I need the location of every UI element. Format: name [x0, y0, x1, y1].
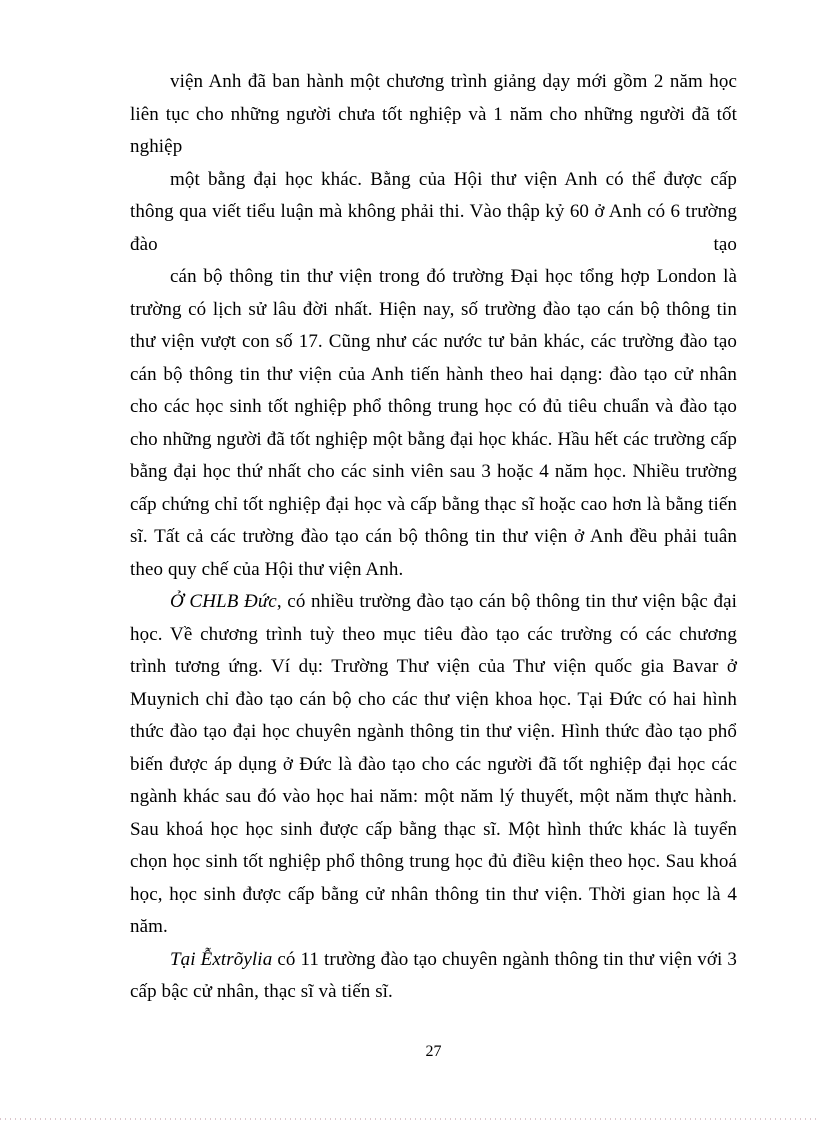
page-number: 27: [425, 1043, 442, 1060]
paragraph-5-text: có 11 trường đào tạo chuyên ngành thông tin thư viện với 3 cấp bậc cử nhân, thạc sĩ và tiến sĩ.: [130, 948, 737, 1002]
paragraph-2: [130, 164, 737, 262]
paragraph-4-text: , có nhiều trường đào tạo cán bộ thông tin thư viện bậc đại học. Về chương trình tuỳ theo mục tiêu đào tạo các trường có các chương trình tương ứng. Ví dụ: Trường Thư viện của Thư viện quốc gia Bavar ở Muynich chỉ đào tạo cán bộ cho các thư viện khoa học. Tại Đức có hai hình thức đào tạo đại học chuyên ngành thông tin thư viện. Hình thức đào tạo phổ biến được áp dụng ở Đức là đào tạo cho các người đã tốt nghiệp đại học các ngành khác sau đó vào học hai năm: một năm lý thuyết, một năm thực hành. Sau khoá học học sinh được cấp bằng thạc sĩ. Một hình thức khác là tuyển chọn học sinh tốt nghiệp phổ thông trung học đủ điều kiện theo học. Sau khoá học, học sinh được cấp bằng cử nhân thông tin thư viện. Thời gian học là 4 năm.: [130, 591, 737, 937]
paragraph-1: [130, 66, 737, 164]
paragraph-4: [130, 586, 737, 944]
paragraph-5: [130, 944, 737, 1009]
paragraph-1-text: viện Anh đã ban hành một chương trình giảng dạy mới gồm 2 năm học liên tục cho những người chưa tốt nghiệp và 1 năm cho những người đã tốt nghiệp: [130, 71, 737, 157]
paragraph-3: [130, 261, 737, 586]
paragraph-4-lead: Ở CHLB Đức: [170, 591, 277, 612]
bottom-dotted-rule: [0, 1118, 816, 1120]
paragraph-3-text: cán bộ thông tin thư viện trong đó trường Đại học tổng hợp London là trường có lịch sử lâu đời nhất. Hiện nay, số trường đào tạo cán bộ thông tin thư viện vượt con số 17. Cũng như các nước tư bản khác, các trường đào tạo cán bộ thông tin thư viện của Anh tiến hành theo hai dạng: đào tạo cử nhân cho các học sinh tốt nghiệp phổ thông trung học có đủ tiêu chuẩn và đào tạo cho những người đã tốt nghiệp một bằng đại học khác. Hầu hết các trường cấp bằng đại học thứ nhất cho các sinh viên sau 3 hoặc 4 năm học. Nhiều trường cấp chứng chỉ tốt nghiệp đại học và cấp bằng thạc sĩ hoặc cao hơn là bằng tiến sĩ. Tất cả các trường đào tạo cán bộ thông tin thư viện ở Anh đều phải tuân theo quy chế của Hội thư viện Anh.: [130, 266, 737, 580]
paragraph-2-text: một bằng đại học khác. Bằng của Hội thư viện Anh có thể được cấp thông qua viết tiểu luận mà không phải thi. Vào thập kỷ 60 ở Anh có 6 trường đào tạo: [130, 168, 737, 255]
paragraph-5-lead: Tại Ễxtrõylia: [170, 948, 273, 970]
document-body: [130, 66, 737, 1009]
